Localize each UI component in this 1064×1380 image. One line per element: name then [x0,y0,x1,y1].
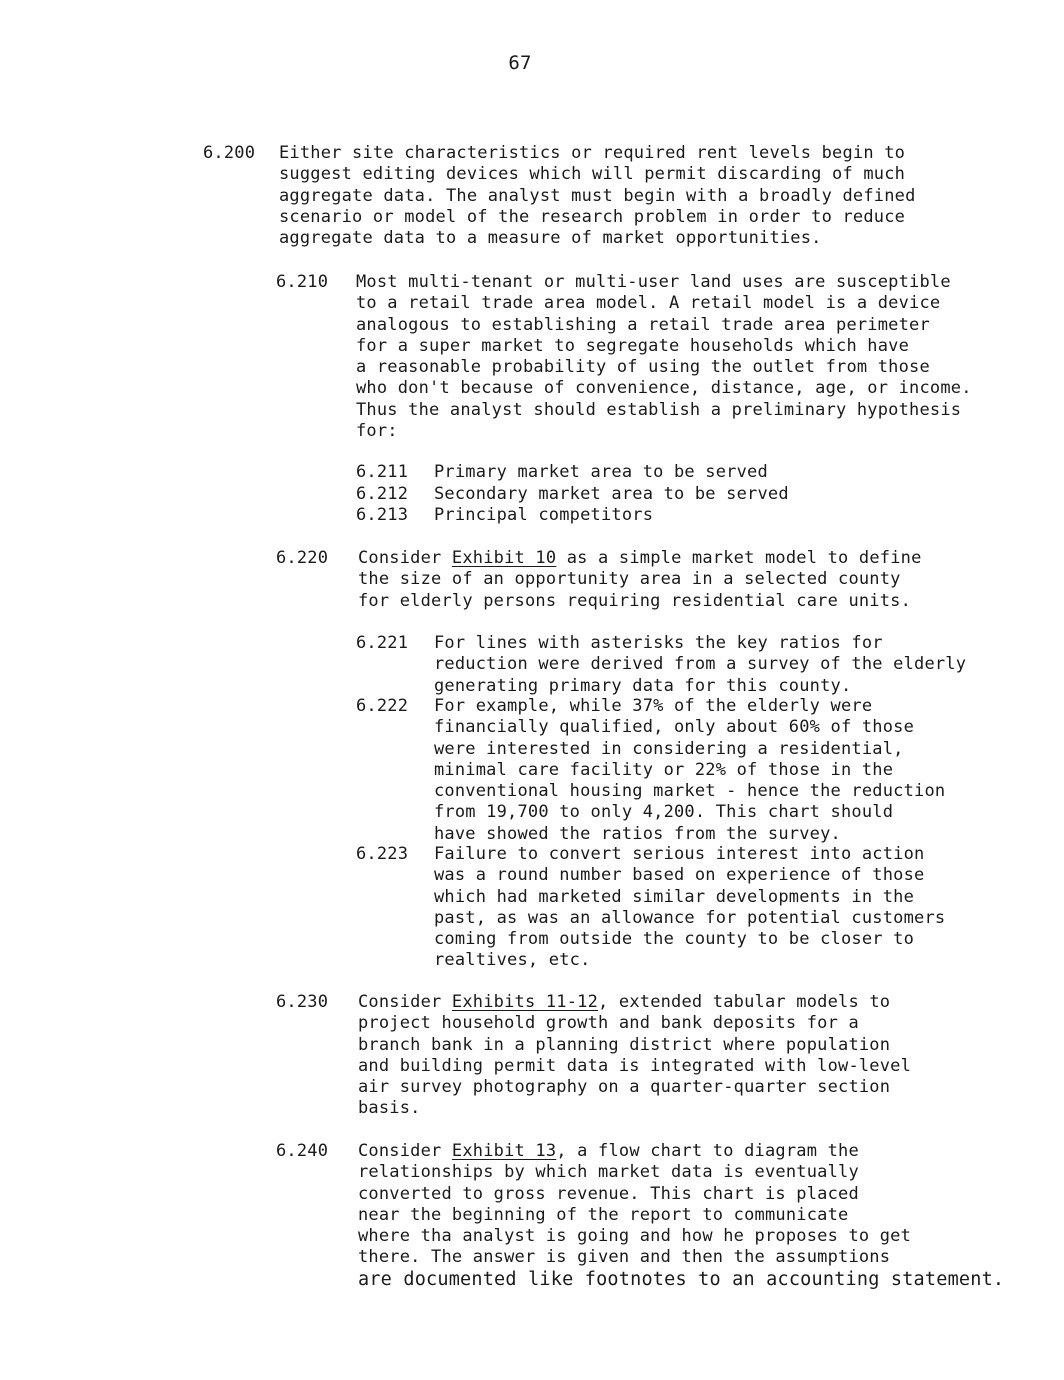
text-line: Primary market area to be served [434,462,768,482]
text-line [358,1141,1004,1162]
text-fragment: Consider [358,548,452,568]
text-line: and building permit data is integrated with low-level [358,1055,912,1076]
text-line: branch bank in a planning district where population [358,1034,891,1055]
subsection-number: 6.222 [356,696,409,716]
text-line: for elderly persons requiring residential care units. [358,590,912,611]
text-line: have showed the ratios from the survey. [434,823,841,844]
text-line: air survey photography on a quarter-quarter section [358,1077,891,1098]
section-text [279,143,916,249]
text-fragment: , extended tabular models to [598,992,891,1012]
text-line: are documented like footnotes to an accounting statement. [358,1268,1005,1290]
exhibit-13-reference: Exhibit 13 [451,1141,557,1161]
text-line: Either site characteristics or required rent levels begin to [279,143,906,163]
text-line: Failure to convert serious interest into action [434,844,925,864]
page-number: 67 [508,52,532,74]
exhibit-10-reference: Exhibit 10 [451,548,557,568]
text-line: Secondary market area to be served [434,483,789,504]
text-line: realtives, etc. [434,950,591,971]
subsection-number: 6.221 [356,633,409,653]
text-line: Thus the analyst should establish a preliminary hypothesis [356,399,962,420]
text-line [358,548,922,569]
text-line: basis. [358,1098,421,1119]
subsection-number: 6.213 [356,505,409,525]
text-line: suggest editing devices which will permit discarding of much [279,164,906,185]
section-text [358,992,911,1120]
subsection-number: 6.212 [356,483,409,504]
text-line: generating primary data for this county. [434,675,852,696]
section-number: 6.240 [276,1141,329,1161]
section-text [358,1141,1004,1290]
section-text [358,548,922,612]
text-line: scenario or model of the research problem in order to reduce [279,206,906,227]
text-fragment: Consider [358,1141,452,1161]
text-line: past, as was an allowance for potential customers [434,907,946,928]
text-line: relationships by which market data is eventually [358,1162,859,1183]
text-line: which had marketed similar developments in the [434,886,915,907]
text-fragment: as a simple market model to define [556,548,922,568]
section-number: 6.210 [276,272,329,292]
text-line: near the beginning of the report to communicate [358,1204,849,1225]
text-line: project household growth and bank deposits for a [358,1013,859,1034]
subsection-number: 6.211 [356,462,409,482]
text-line: aggregate data to a measure of market opportunities. [279,228,822,249]
text-line: coming from outside the county to be closer to [434,929,915,950]
text-line: conventional housing market - hence the reduction [434,781,946,802]
section-number: 6.200 [203,143,256,163]
text-line: converted to gross revenue. This chart is placed [358,1183,859,1204]
text-line: Principal competitors [434,505,654,525]
section-number: 6.230 [276,992,329,1012]
text-line: there. The answer is given and then the assumptions [358,1247,891,1268]
text-line: to a retail trade area model. A retail model is a device [356,293,941,314]
text-line: Most multi-tenant or multi-user land uses are susceptible [356,272,951,292]
text-line: for: [356,421,398,442]
text-line: a reasonable probability of using the outlet from those [356,357,930,378]
section-number: 6.220 [276,548,329,568]
text-fragment: Consider [358,992,452,1012]
text-line: analogous to establishing a retail trade area perimeter [356,314,930,335]
section-text [356,272,972,442]
text-line: where tha analyst is going and how he proposes to get [358,1226,912,1247]
exhibits-11-12-reference: Exhibits 11-12 [451,992,599,1012]
text-line: from 19,700 to only 4,200. This chart should [434,802,894,823]
text-line: who don't because of convenience, distance, age, or income. [356,378,972,399]
subsection-number: 6.223 [356,844,409,864]
text-fragment: , a flow chart to diagram the [556,1141,859,1161]
text-line [358,992,911,1013]
text-line: for a super market to segregate households which have [356,335,910,356]
text-line: was a round number based on experience of those [434,865,925,886]
text-line: reduction were derived from a survey of the elderly [434,654,967,675]
text-line: financially qualified, only about 60% of those [434,717,915,738]
text-line: the size of an opportunity area in a selected county [358,569,901,590]
text-line: minimal care facility or 22% of those in the [434,759,894,780]
text-line: were interested in considering a residential, [434,738,904,759]
text-line: For lines with asterisks the key ratios for [434,633,883,653]
text-line: aggregate data. The analyst must begin with a broadly defined [279,185,916,206]
text-line: For example, while 37% of the elderly were [434,696,873,716]
